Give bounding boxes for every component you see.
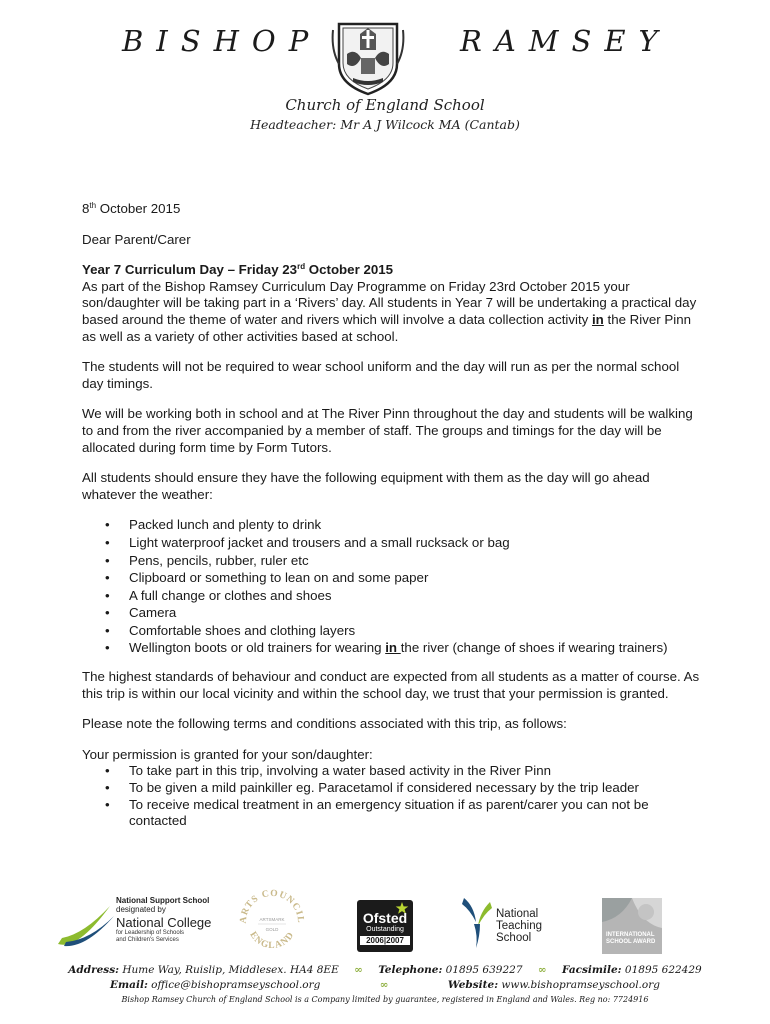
ncl-sub2: and Children's Services [116,937,179,943]
arts-bottom-text: ENGLAND [247,930,297,952]
title-sup: rd [297,262,306,272]
swoosh-icon [56,900,116,950]
national-college-logo [56,894,216,952]
p1-part-b: the River Pinn as well as a variety of other activities based at school. [82,311,692,344]
infinity-separator-icon: ∞ [379,979,389,991]
isa-line2: SCHOOL AWARD [606,939,656,945]
list-item: • Pens, pencils, rubber, ruler etc [82,553,702,570]
website-label: Website: [447,979,499,991]
ofsted-name: Ofsted [362,910,408,926]
equipment-list [82,517,702,657]
footer-legal-line: Bishop Ramsey Church of England School is a Company limited by guarantee, registered in England and Wales. Reg no: 7724916 [121,995,649,1004]
list-item: • To be given a mild painkiller eg. Paracetamol if considered necessary by the trip leader [82,780,702,797]
arts-council-logo [238,888,306,956]
international-school-award-logo [602,898,662,954]
telephone-value: 01895 639227 [445,964,523,976]
nts-line3: School [496,932,532,944]
list-item: • Camera [82,605,702,622]
list-item: • Clipboard or something to lean on and some paper [82,570,702,587]
facsimile-value: 01895 622429 [624,964,702,976]
address-value: Hume Way, Ruislip, Middlesex. HA4 8EE [122,964,339,976]
list-item: • To receive medical treatment in an emergency situation if as parent/carer you can not be contacted [82,797,702,830]
national-teaching-school-logo [460,896,550,952]
last-item-part-a: Wellington boots or old trainers for wearing [129,640,386,656]
isa-line1: INTERNATIONAL [606,932,655,938]
arts-top-text: ARTS COUNCIL [238,888,306,924]
ncl-line2: designated by [116,905,166,914]
ofsted-rating: Outstanding [366,926,404,933]
footer-contact-line [0,979,770,991]
headteacher-line: Headteacher: Mr A J Wilcock MA (Cantab) [250,117,520,132]
ncl-sub1: for Leadership of Schools [116,930,185,936]
list-item: • Packed lunch and plenty to drink [82,517,702,534]
p1-underlined: in [591,311,604,327]
paragraph-river: We will be working both in school and at The River Pinn throughout the day and students will be walking to and from the river accompanied by a member of staff. The groups and timings for the day will be allocated during form time by Form Tutors. [82,406,693,455]
letterhead-word-right: RAMSEY [460,24,671,58]
email-label: Email: [110,979,148,991]
ncl-line1: National Support School [116,896,210,905]
paragraph-intro [82,279,702,345]
nts-line1: National [496,908,539,920]
date-day: 8 [82,201,90,216]
paragraph-behaviour: The highest standards of behaviour and conduct are expected from all students as a matter of course. As this trip is within our local vicinity and within the school day, we trust that your permission is granted. [82,669,700,701]
ncl-name: National College [116,915,212,930]
infinity-separator-icon: ∞ [354,964,363,976]
school-name: Church of England School [285,96,485,114]
title-part-a: Year 7 Curriculum Day – Friday 23 [82,262,298,278]
letter-title [82,262,702,279]
nts-line2: Teaching [496,920,543,932]
paragraph-equipment: All students should ensure they have the following equipment with them as the day will go ahead whatever the weather: [82,470,650,502]
letterhead-word-left: BISHOP [122,24,322,58]
footer-address-line [0,964,770,976]
paragraph-uniform: The students will not be required to wear school uniform and the day will run as per the normal school day timings. [82,359,680,391]
date-rest: October 2015 [96,201,181,216]
ofsted-logo [357,900,413,952]
last-item-underlined: in [385,640,401,656]
website-value[interactable]: www.bishopramseyschool.org [501,979,660,991]
permission-list [82,763,702,829]
paragraph-terms: Please note the following terms and conditions associated with this trip, as follows: [82,716,567,732]
list-item: • To take part in this trip, involving a water based activity in the River Pinn [82,763,702,780]
title-part-b: October 2015 [305,262,394,278]
paragraph-permission: Your permission is granted for your son/daughter: [82,746,373,762]
letter-body [82,201,702,830]
figure-icon [460,896,494,950]
email-value[interactable]: office@bishopramseyschool.org [151,979,321,991]
list-item [82,640,702,657]
p1-part-a: As part of the Bishop Ramsey Curriculum Day Programme on Friday 23rd October 2015 your son/daughter will be taking part in a ‘Rivers’ day. All students in Year 7 will be undertaking a practical day based around the theme of water and rivers which will involve a data collection activity [82,278,697,327]
last-item-part-b: the river (change of shoes if wearing trainers) [400,640,668,656]
artsmark-text: ARTSMARK [259,917,285,922]
svg-text:ENGLAND [247,930,296,951]
telephone-label: Telephone: [378,964,443,976]
list-item: • Light waterproof jacket and trousers and a small rucksack or bag [82,535,702,552]
address-label: Address: [68,964,119,976]
letter-date [82,201,702,218]
date-suffix: th [89,201,97,210]
ofsted-years: 2006|2007 [360,936,410,945]
gold-text: GOLD [265,927,279,932]
infinity-separator-icon: ∞ [537,964,547,976]
facsimile-label: Facsimile: [561,964,622,976]
list-item: • Comfortable shoes and clothing layers [82,623,702,640]
list-item: • A full change or clothes and shoes [82,588,702,605]
salutation: Dear Parent/Carer [82,231,191,247]
school-crest-icon [331,20,405,96]
